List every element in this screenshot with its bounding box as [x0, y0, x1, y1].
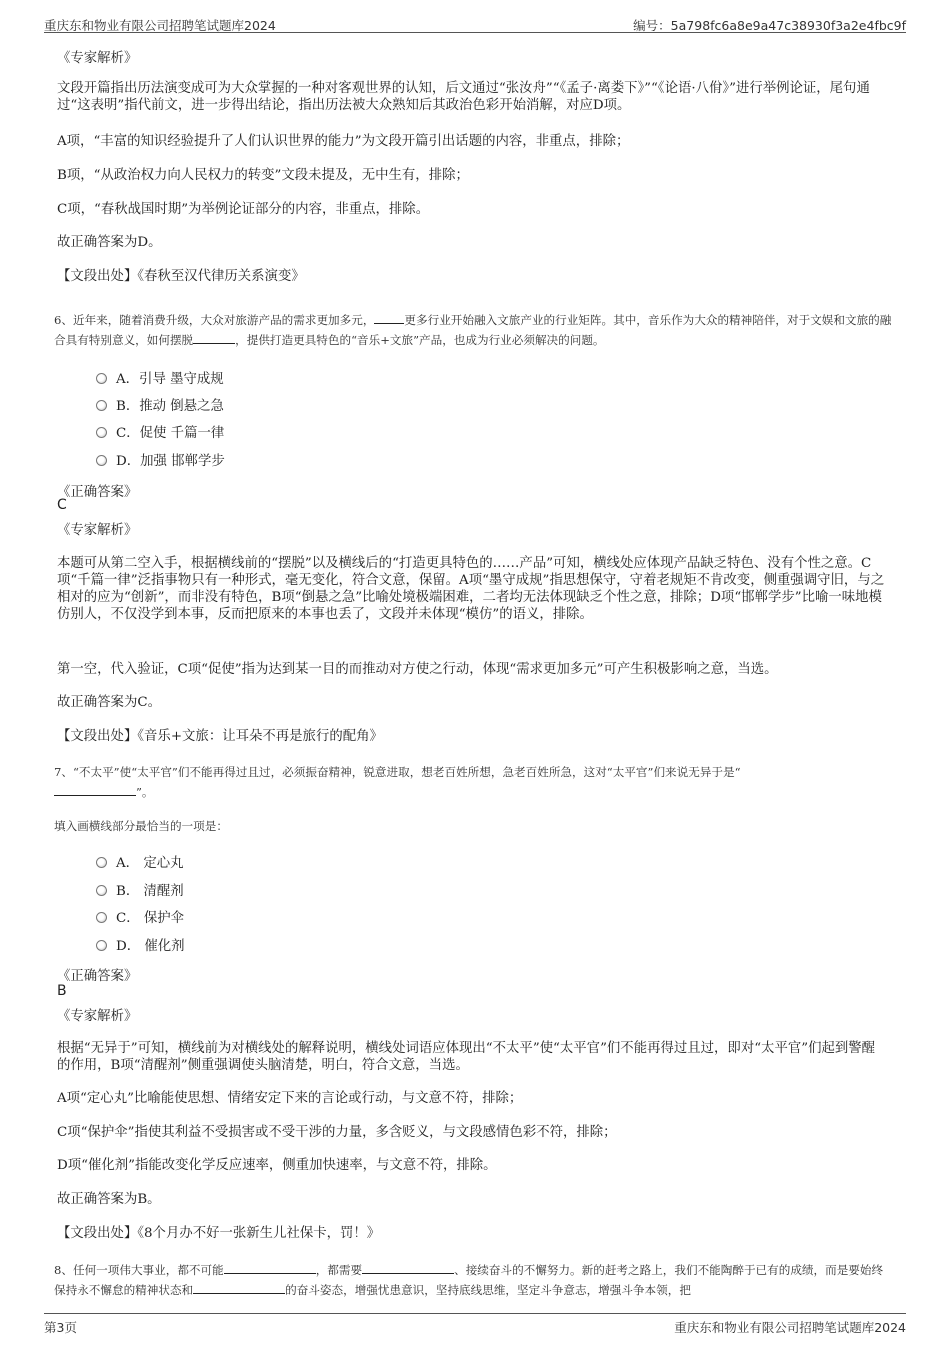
correct-answer-label: 《正确答案》: [57, 969, 138, 984]
analysis-option-b: B项，“从政治权力向人民权力的转变”文段未提及，无中生有，排除；: [57, 168, 469, 183]
option-a[interactable]: A． 定心丸: [96, 852, 184, 870]
page-number: 第3页: [44, 1320, 77, 1335]
analysis-paragraph: 文段开篇指出历法演变成可为大众掌握的一种对客观世界的认知，后文通过“张汝舟”“《孟子·离娄下》”“《论语·八佾》”进行举例论证，尾句通过“这表明”指代前文，进一步得出结论，指出历法被大众熟知后其政治色彩开始消解，对应D项。: [57, 81, 870, 113]
radio-icon[interactable]: [96, 373, 107, 384]
answer-blank: [193, 1280, 285, 1294]
correct-answer-label: 《正确答案》: [57, 485, 138, 500]
analysis-option-c: C项，“春秋战国时期”为举例论证部分的内容，非重点，排除。: [57, 202, 430, 217]
correct-answer: C: [57, 497, 67, 513]
analysis-option-a: A项，“丰富的知识经验提升了人们认识世界的能力”为文段开篇引出话题的内容，非重点，排除；: [57, 134, 630, 149]
page-footer: [44, 1313, 906, 1338]
analysis-paragraph: 本题可从第二空入手，根据横线前的“摆脱”以及横线后的“打造更具特色的……产品”可知，横线处应体现产品缺乏特色、没有个性之意。C项“千篇一律”泛指事物只有一种形式，毫无变化，符合文意，保留。A项“墨守成规”指思想保守，守着老规矩不肯改变，侧重强调守旧，与之相对的应为“创新”，而非没有特色，B项“倒悬之急”比喻处境极端困难，二者均无法体现缺乏个性之意，排除；D项“邯郸学步”比喻一味地模仿别人，不仅没学到本事，反而把原来的本事也丢了，文段并未体现“模仿”的语义，排除。: [57, 556, 885, 622]
radio-icon[interactable]: [96, 427, 107, 438]
answer-blank: [224, 1260, 316, 1274]
conclusion: 故正确答案为D。: [57, 235, 162, 250]
analysis-option-a: A项“定心丸”比喻能使思想、情绪安定下来的言论或行动，与文意不符，排除；: [57, 1091, 523, 1106]
radio-icon[interactable]: [96, 400, 107, 411]
option-c[interactable]: C． 保护伞: [96, 907, 184, 925]
answer-blank: [54, 782, 136, 796]
page-header: [44, 13, 906, 33]
option-a[interactable]: A．引导 墨守成规: [96, 368, 224, 386]
question-6-text: 6、近年来，随着消费升级，大众对旅游产品的需求更加多元， 更多行业开始融入文旅产业的行业矩阵。其中，音乐作为大众的精神陪伴，对于文娱和文旅的融合具有特别意义，如何摆脱 ，提供打造更具特色的“音乐+文旅”产品，也成为行业必须解决的问题。: [54, 310, 894, 350]
source-citation: 【文段出处】《8个月办不好一张新生儿社保卡，罚！》: [57, 1226, 381, 1241]
correct-answer: B: [57, 983, 67, 999]
radio-icon[interactable]: [96, 455, 107, 466]
answer-blank: [362, 1260, 454, 1274]
option-b[interactable]: B． 清醒剂: [96, 880, 184, 898]
radio-icon[interactable]: [96, 885, 107, 896]
conclusion: 故正确答案为C。: [57, 695, 161, 710]
analysis-paragraph: 根据“无异于”可知，横线前为对横线处的解释说明，横线处词语应体现出“不太平”使“太平官”们不能再得过且过，即对“太平官”们起到警醒的作用，B项“清醒剂”侧重强调使头脑清楚，明白，符合文意，当选。: [57, 1041, 876, 1073]
question-8-text: 8、任何一项伟大事业，都不可能 ，都需要 、接续奋斗的不懈努力。新的赶考之路上，我们不能陶醉于已有的成绩，而是要始终保持永不懈怠的精神状态和 的奋斗姿态，增强忧患意识，坚持底线思维，坚定斗争意志，增强斗争本领，把: [54, 1260, 894, 1300]
answer-blank: [374, 310, 404, 324]
option-c[interactable]: C．促使 千篇一律: [96, 422, 224, 440]
radio-icon[interactable]: [96, 912, 107, 923]
header-title: 重庆东和物业有限公司招聘笔试题库2024: [44, 18, 276, 33]
analysis-paragraph: 第一空，代入验证，C项“促使”指为达到某一目的而推动对方使之行动，体现“需求更加多元”可产生积极影响之意，当选。: [57, 662, 778, 677]
radio-icon[interactable]: [96, 857, 107, 868]
analysis-option-d: D项“催化剂”指能改变化学反应速率，侧重加快速率，与文意不符，排除。: [57, 1158, 497, 1173]
footer-title: 重庆东和物业有限公司招聘笔试题库2024: [674, 1320, 906, 1335]
question-prompt: 填入画横线部分最恰当的一项是：: [54, 819, 228, 833]
question-7-text: 7、“不太平”使“太平官”们不能再得过且过，必须振奋精神，锐意进取，想老百姓所想，急老百姓所急，这对“太平官”们来说无异于是“ ”。: [54, 765, 741, 799]
header-doc-id: 编号：5a798fc6a8e9a47c38930f3a2e4fbc9f: [633, 18, 906, 33]
source-citation: 【文段出处】《音乐+文旅：让耳朵不再是旅行的配角》: [57, 729, 383, 744]
option-b[interactable]: B．推动 倒悬之急: [96, 395, 224, 413]
expert-analysis-label: 《专家解析》: [57, 1009, 138, 1024]
source-citation: 【文段出处】《春秋至汉代律历关系演变》: [57, 269, 305, 284]
radio-icon[interactable]: [96, 940, 107, 951]
option-d[interactable]: D． 催化剂: [96, 935, 185, 953]
option-d[interactable]: D．加强 邯郸学步: [96, 450, 225, 468]
analysis-option-c: C项“保护伞”指使其利益不受损害或不受干涉的力量，多含贬义，与文段感情色彩不符，排除；: [57, 1125, 617, 1140]
expert-analysis-label: 《专家解析》: [57, 523, 138, 538]
conclusion: 故正确答案为B。: [57, 1192, 161, 1207]
expert-analysis-label: 《专家解析》: [57, 51, 138, 66]
answer-blank: [193, 330, 235, 344]
